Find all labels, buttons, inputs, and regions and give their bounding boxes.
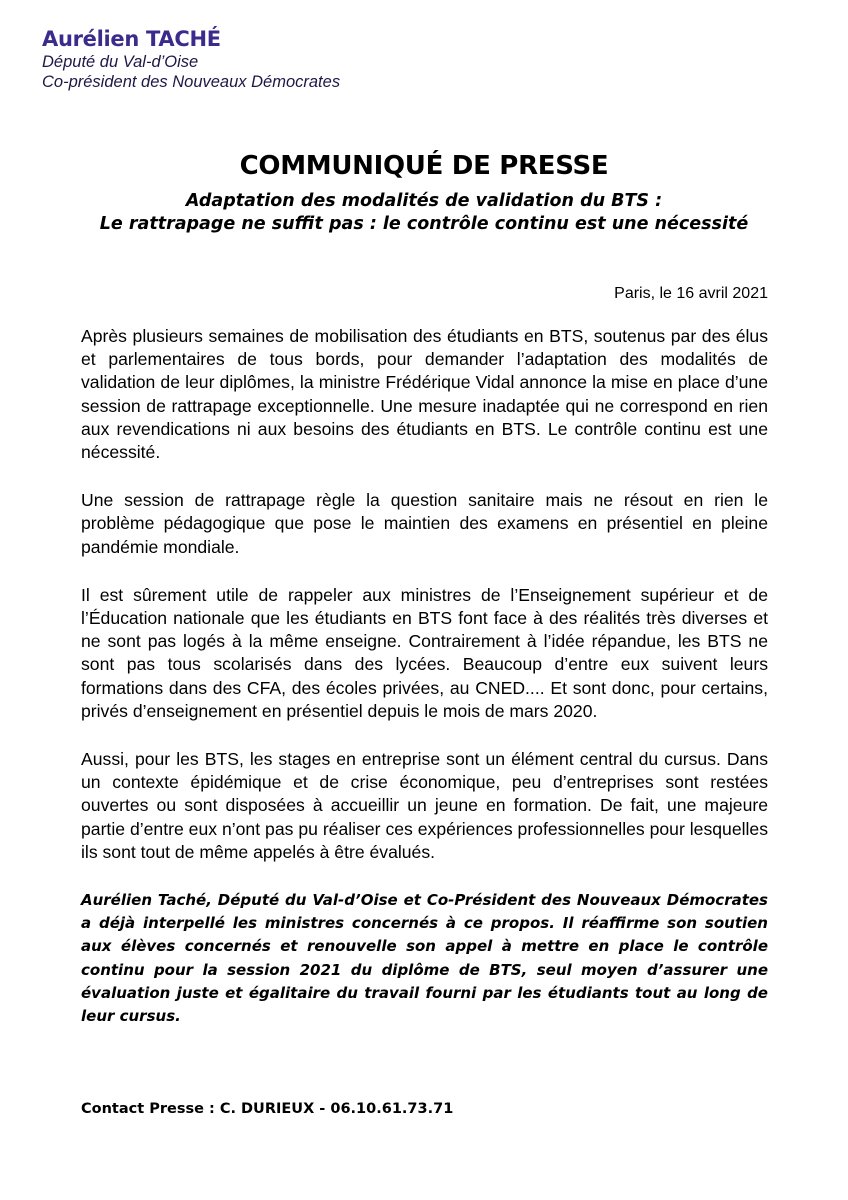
- subtitle-line-1: Adaptation des modalités de validation du BTS :: [185, 191, 663, 211]
- press-contact: Contact Presse : C. DURIEUX - 06.10.61.73.71: [81, 1101, 454, 1117]
- press-release-title: COMMUNIQUÉ DE PRESSE: [239, 151, 609, 181]
- subtitle-line-2: Le rattrapage ne suffit pas : le contrôle continu est une nécessité: [99, 214, 749, 234]
- author-role-deputy: Député du Val-d’Oise: [42, 53, 199, 71]
- paragraph-1: Après plusieurs semaines de mobilisation des étudiants en BTS, soutenus par des élus et parlementaires de tous bords, pour demander l’adaptation des modalités de validation de leur diplômes, la ministre Frédérique Vidal annonce la mise en place d’une session de rattrapage exceptionnelle. Une mesure inadaptée qui ne correspond en rien aux revendications ni aux besoins des étudiants en BTS. Le contrôle continu est une nécessité.: [81, 326, 768, 463]
- dateline: Paris, le 16 avril 2021: [614, 285, 768, 302]
- press-release-subtitle: [0, 190, 848, 236]
- author-role-copresident: Co-président des Nouveaux Démocrates: [42, 73, 341, 91]
- paragraph-4: Aussi, pour les BTS, les stages en entreprise sont un élément central du cursus. Dans un contexte épidémique et de crise économique, peu d’entreprises sont restées ouvertes ou sont disposées à accueillir un jeune en formation. De fait, une majeure partie d’entre eux n’ont pas pu réaliser ces expériences professionnelles pour lesquelles ils sont tout de même appelés à être évalués.: [81, 749, 768, 862]
- letterhead: [42, 26, 340, 92]
- paragraph-2: Une session de rattrapage règle la question sanitaire mais ne résout en rien le problème pédagogique que pose le maintien des examens en présentiel en pleine pandémie mondiale.: [81, 490, 768, 557]
- statement-paragraph: Aurélien Taché, Député du Val-d’Oise et Co-Président des Nouveaux Démocrates a déjà interpellé les ministres concernés à ce propos. Il réaffirme son soutien aux élèves concernés et renouvelle son appel à mettre en place le contrôle continu pour la session 2021 du diplôme de BTS, seul moyen d’assurer une évaluation juste et égalitaire du travail fourni par les étudiants tout au long de leur cursus.: [81, 891, 768, 1026]
- author-name: Aurélien TACHÉ: [42, 27, 221, 51]
- press-release-body: [81, 325, 768, 1028]
- paragraph-3: Il est sûrement utile de rappeler aux ministres de l’Enseignement supérieur et de l’Éducation nationale que les étudiants en BTS font face à des réalités très diverses et ne sont pas logés à la même enseigne. Contrairement à l’idée répandue, les BTS ne sont pas tous scolarisés dans des lycées. Beaucoup d’entre eux suivent leurs formations dans des CFA, des écoles privées, au CNED.... Et sont donc, pour certains, privés d’enseignement en présentiel depuis le mois de mars 2020.: [81, 584, 768, 721]
